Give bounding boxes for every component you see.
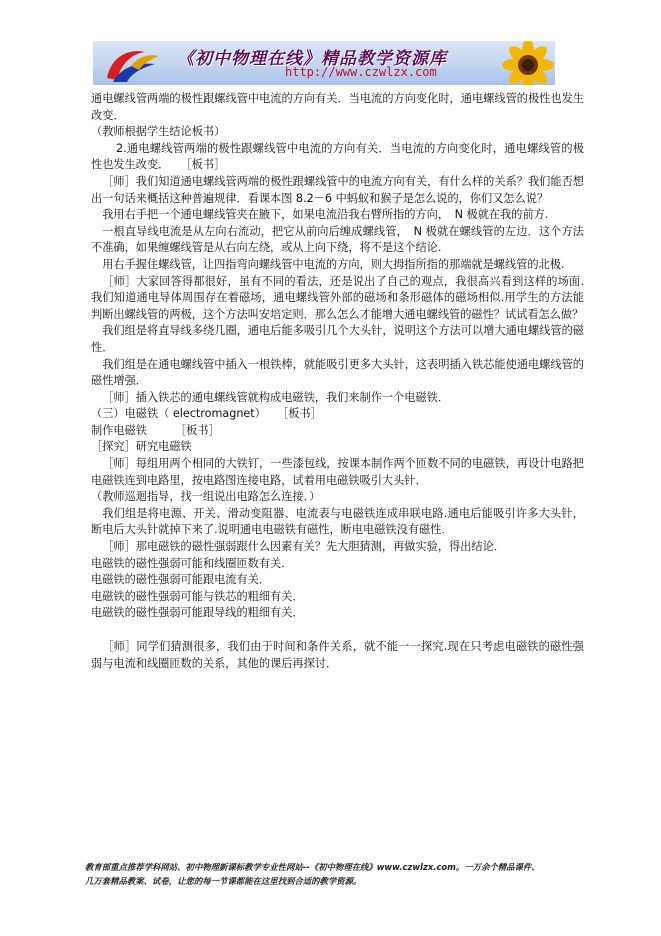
banner-url: http://www.czwlzx.com [285,65,437,79]
paragraph: 我们组是在通电螺线管中插入一根铁棒，就能吸引更多大头针，这表明插入铁芯能使通电螺线管的磁性增强． [91,357,584,388]
paragraph: （三）电磁铁（ electromagnet） ［板书］ [91,407,322,421]
paragraph: ［探究］研究电磁铁 [91,440,192,454]
paragraph: 2.通电螺线管两端的极性跟螺线管中电流的方向有关．当电流的方向变化时，通电螺线管的极性也发生改变． ［板书］ [91,141,584,172]
paragraph: ［师］同学们猜测很多，我们由于时间和条件关系，就不能一一探究.现在只考虑电磁铁的磁性强弱与电流和线圈匝数的关系，其他的课后再探讨． [91,640,584,670]
paragraph: 电磁铁的磁性强弱可能与铁芯的粗细有关． [91,589,304,603]
paragraph: ［师］大家回答得都很好，虽有不同的看法，还是说出了自己的观点，我很高兴看到这样的场面.我们知道通电导体周围存在着磁场，通电螺线管外部的磁场和条形磁体的磁场相似.用学生的方法能判断出螺线管的两极，这个方法叫安培定则．那么怎么才能增大通电螺线管的磁性？试试看怎么做？ [91,274,584,321]
paragraph: 我们组是将直导线多绕几圈，通电后能多吸引几个大头针，说明这个方法可以增大通电螺线管的磁性． [91,324,584,354]
footer-line: 教育部重点推荐学科网站、初中物理新课标教学专业性网站--《初中物理在线》www.czwlzx.com。一万余个精品课件、 [85,862,540,872]
banner-title: 《初中物理在线》精品教学资源库 [177,49,447,69]
paragraph: 一根直导线电流是从左向右流动，把它从前向后缠成螺线管， N 极就在螺线管的左边．这个方法不准确，如果缠螺线管是从右向左绕，或从上向下绕，将不是这个结论. [91,224,584,255]
paragraph: 电磁铁的磁性强弱可能跟导线的粗细有关． [91,606,304,620]
paragraph: ［师］我们知道通电螺线管两端的极性跟螺线管中的电流方向有关，有什么样的关系？我们能否想出一句话来概括这种普遍规律．看课本图 8.2－6 中蚂蚁和猴子是怎么说的，你们又怎么说？ [91,174,584,205]
document-body [91,91,584,672]
header-banner [93,41,555,85]
paragraph: 用右手握住螺线管，让四指弯向螺线管中电流的方向，则大拇指所指的那端就是螺线管的北极. [102,257,565,271]
paragraph: 我用右手把一个通电螺线管夹在腋下，如果电流沿我右臂所指的方向， N 极就在我的前方. [102,208,549,222]
paragraph: 我们组是将电源、开关、滑动变阻器、电流表与电磁铁连成串联电路.通电后能吸引许多大头针，断电后大头针就掉下来了.说明通电电磁铁有磁性，断电电磁铁没有磁性． [91,506,584,537]
site-logo-icon [101,44,161,84]
paragraph: 通电螺线管两端的极性跟螺线管中电流的方向有关．当电流的方向变化时，通电螺线管的极性也发生改变． [91,92,584,122]
paragraph: 制作电磁铁 ［板书］ [91,423,220,437]
spacer [91,622,584,639]
paragraph: 电磁铁的磁性强弱可能跟电流有关． [91,573,271,587]
footer-line: 几万套精品教案、试卷，让您的每一节课都能在这里找到合适的教学资源。 [85,875,362,886]
paragraph: （教师巡迴指导，找一组说出电路怎么连接．） [91,490,321,504]
sunflower-icon [495,41,555,85]
paragraph: （教师根据学生结论板书） [91,125,226,139]
paragraph: ［师］那电磁铁的磁性强弱跟什么因素有关？先大胆猜测，再做实验，得出结论． [102,540,505,554]
page-footer [85,861,585,889]
paragraph: ［师］插入铁芯的通电螺线管就构成电磁铁，我们来制作一个电磁铁． [102,390,450,404]
paragraph: ［师］每组用两个相同的大铁钉，一些漆包线，按课本制作两个匝数不同的电磁铁，再设计电路把电磁铁连到电路里，按电路图连接电路，试着用电磁铁吸引大头针． [91,457,584,487]
paragraph: 电磁铁的磁性强弱可能和线圈匝数有关． [91,556,293,570]
